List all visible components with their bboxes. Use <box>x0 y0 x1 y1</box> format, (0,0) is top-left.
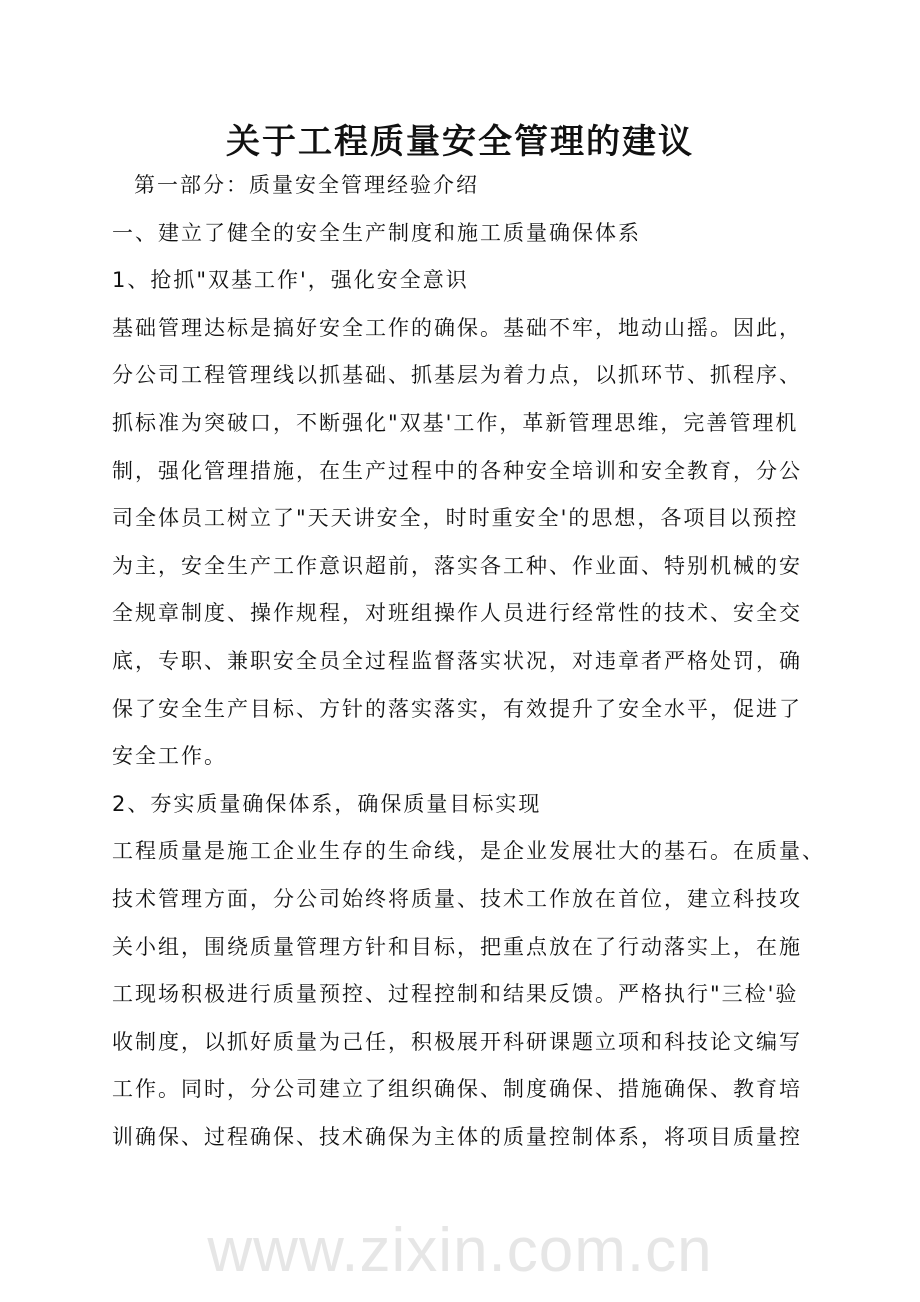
paragraph-line: 保了安全生产目标、方针的落实落实，有效提升了安全水平，促进了 <box>112 696 802 721</box>
paragraph-line: 抓标准为突破口，不断强化"双基'工作，革新管理思维，完善管理机 <box>112 410 799 435</box>
paragraph-line: 工程质量是施工企业生存的生命线，是企业发展壮大的基石。在质量、 <box>112 839 825 864</box>
paragraph-line: 为主，安全生产工作意识超前，落实各工种、作业面、特别机械的安 <box>112 553 802 578</box>
paragraph-line: 司全体员工树立了"天天讲安全，时时重安全'的思想，各项目以预控 <box>112 506 799 531</box>
subsection-heading: 一、建立了健全的安全生产制度和施工质量确保体系 <box>112 220 641 245</box>
document-body <box>112 162 832 1161</box>
paragraph-line: 工现场积极进行质量预控、过程控制和结果反馈。严格执行"三检'验 <box>112 982 799 1007</box>
watermark: www.zixin.com.cn <box>207 1216 713 1285</box>
paragraph-line: 工作。同时，分公司建立了组织确保、制度确保、措施确保、教育培 <box>112 1077 802 1102</box>
paragraph-line: 收制度，以抓好质量为己任，积极展开科研课题立项和科技论文编写 <box>112 1029 802 1054</box>
paragraph-line: 分公司工程管理线以抓基础、抓基层为着力点，以抓环节、抓程序、 <box>112 363 802 388</box>
paragraph-line: 全规章制度、操作规程，对班组操作人员进行经常性的技术、安全交 <box>112 601 802 626</box>
section-heading: 第一部分：质量安全管理经验介绍 <box>134 173 479 197</box>
numbered-heading: 2、夯实质量确保体系，确保质量目标实现 <box>112 791 542 816</box>
paragraph-line: 训确保、过程确保、技术确保为主体的质量控制体系，将项目质量控 <box>112 1124 802 1149</box>
document-title: 关于工程质量安全管理的建议 <box>226 122 694 162</box>
paragraph-line: 技术管理方面，分公司始终将质量、技术工作放在首位，建立科技攻 <box>112 886 802 911</box>
numbered-heading: 1、抢抓"双基工作'，强化安全意识 <box>112 268 469 293</box>
paragraph-line: 关小组，围绕质量管理方针和目标，把重点放在了行动落实上，在施 <box>112 934 802 959</box>
paragraph-line: 安全工作。 <box>112 744 227 769</box>
paragraph-line: 底，专职、兼职安全员全过程监督落实状况，对违章者严格处罚，确 <box>112 648 802 673</box>
paragraph-line: 制，强化管理措施，在生产过程中的各种安全培训和安全教育，分公 <box>112 458 802 483</box>
paragraph-line: 基础管理达标是搞好安全工作的确保。基础不牢，地动山摇。因此， <box>112 315 802 340</box>
